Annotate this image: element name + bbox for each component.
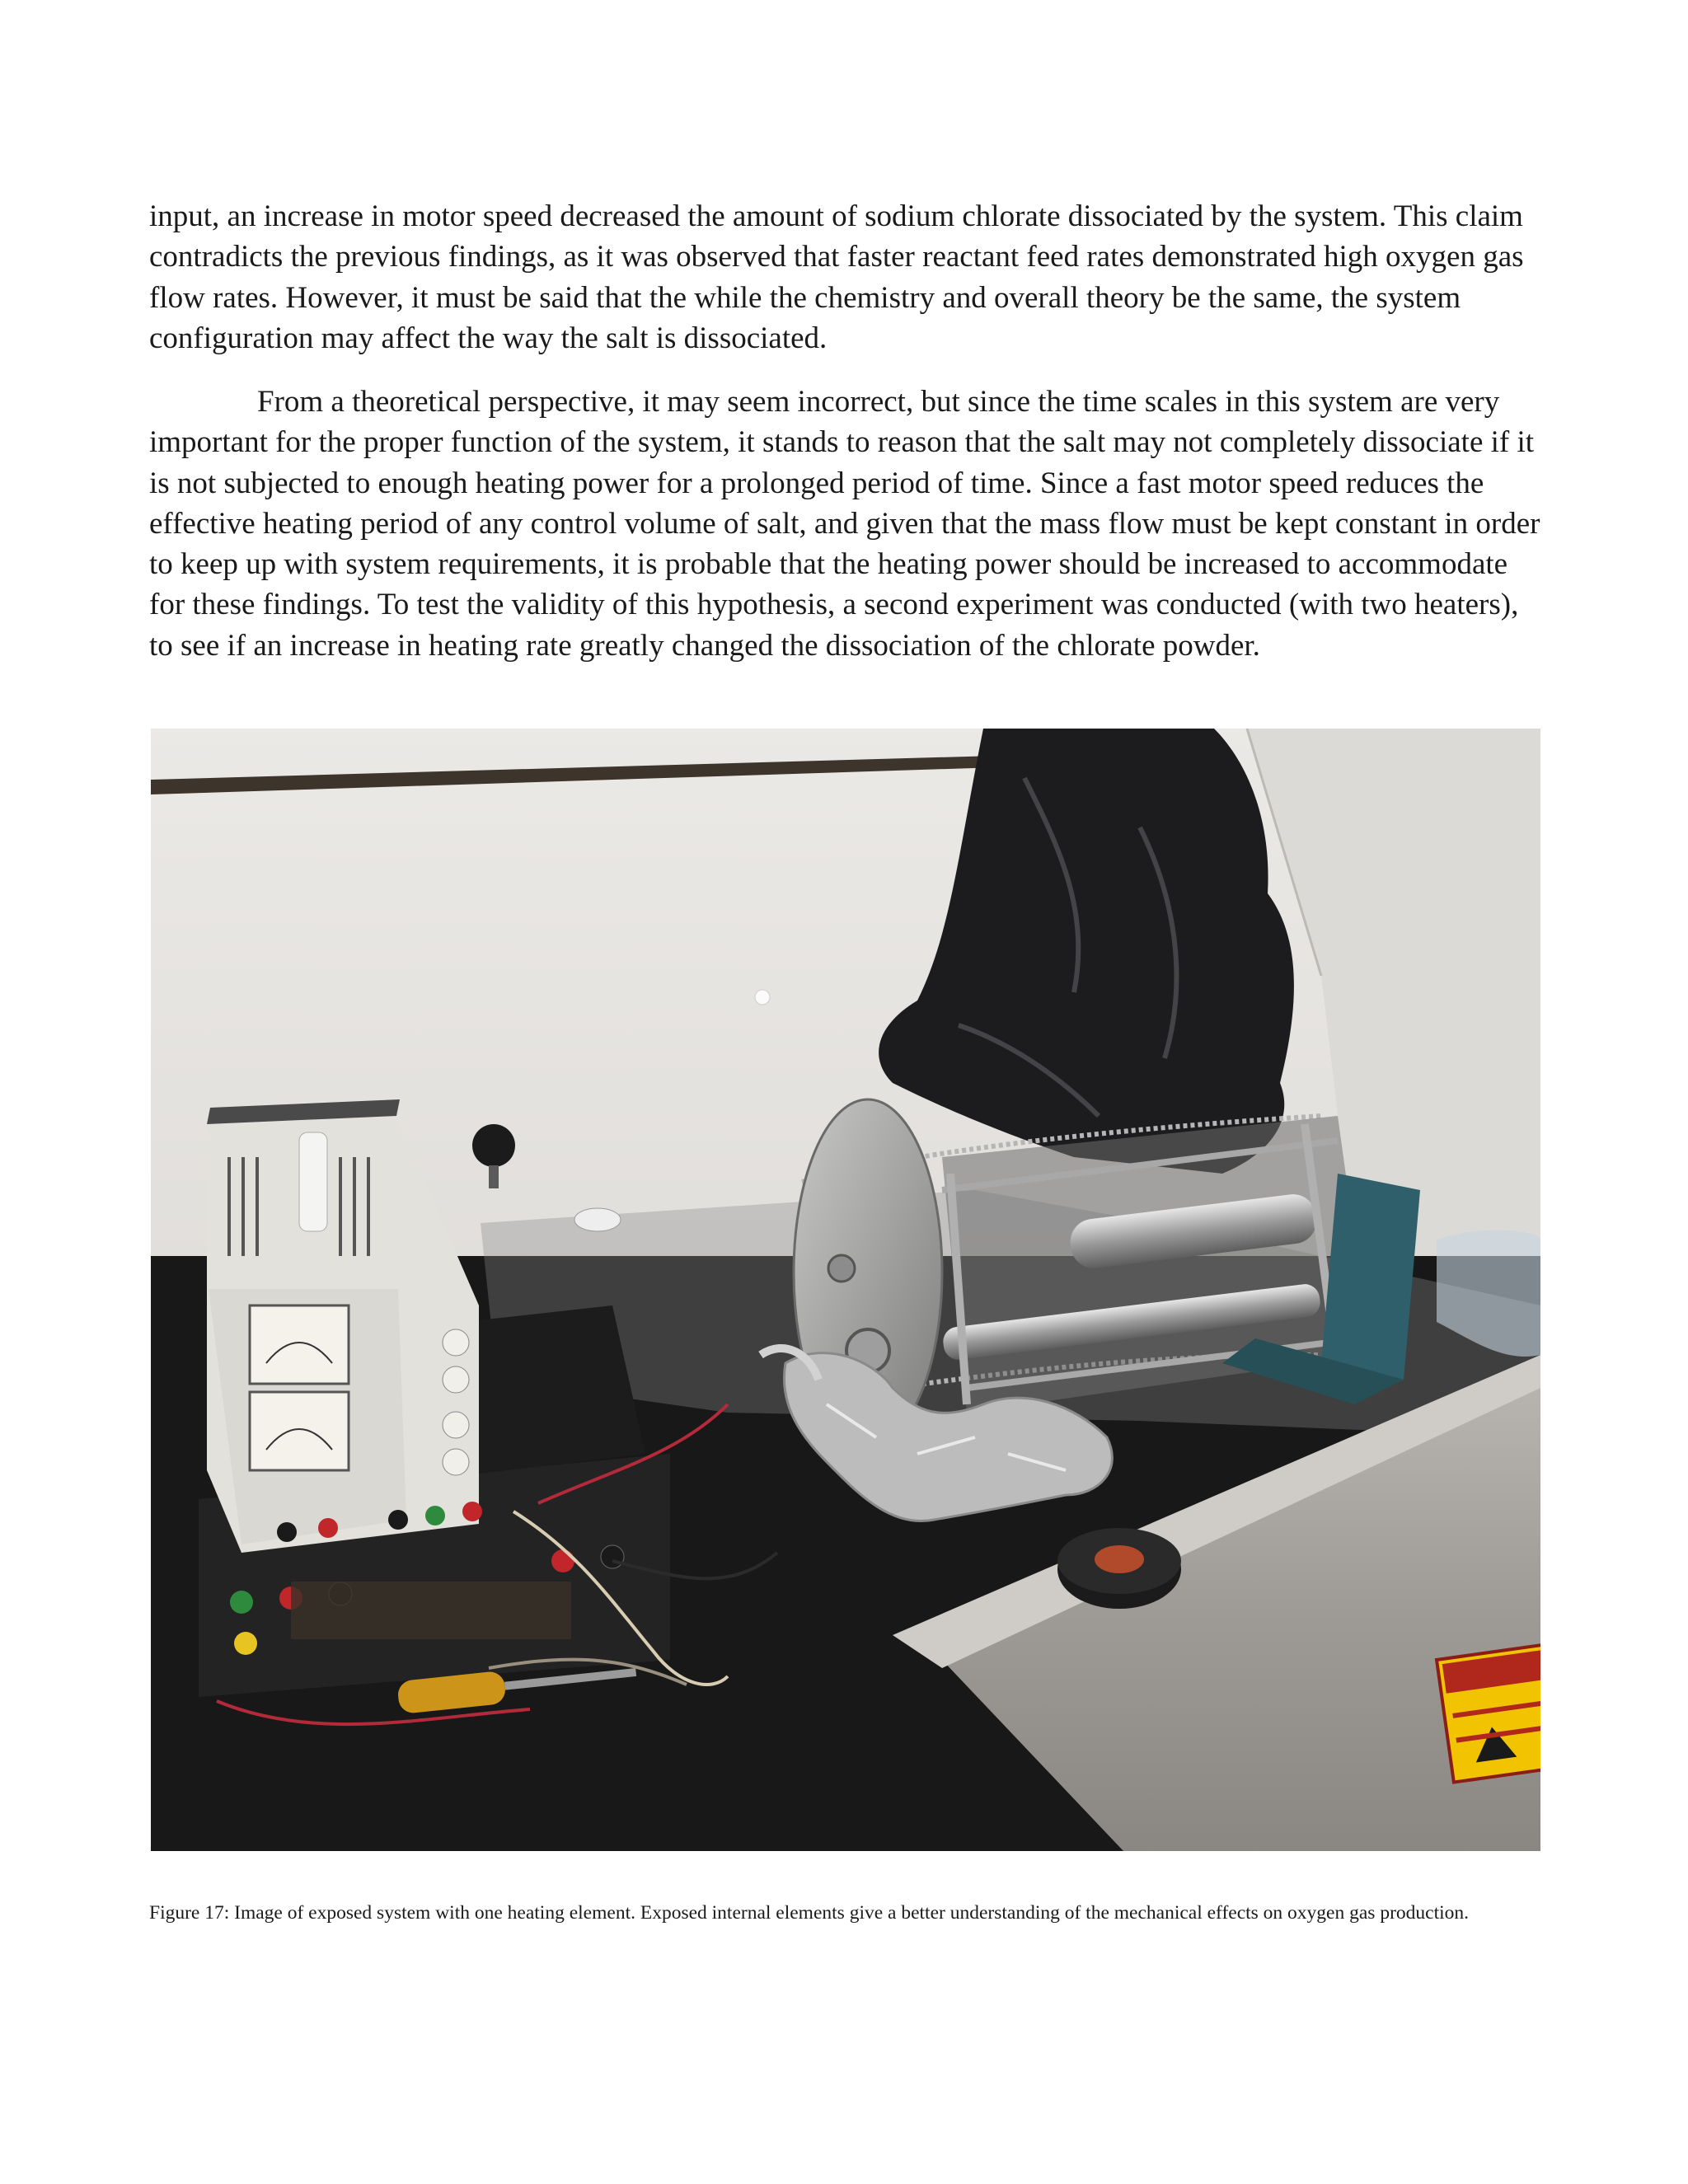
body-paragraph-1: input, an increase in motor speed decreased the amount of sodium chlorate dissociated by the system. This claim contradicts the previous findings, as it was observed that faster reactant feed rates demonstrated high oxygen gas flow rates. However, it must be said that the while the chemistry and overall theory be the same, the system configuration may affect the way the salt is dissociated. [149, 199, 1524, 355]
figure-17-photo [151, 729, 1540, 1851]
body-paragraph-2: From a theoretical perspective, it may seem incorrect, but since the time scales in this system are very important for the proper function of the system, it stands to reason that the salt may not completely dissociate if it is not subjected to enough heating power for a prolonged period of time. Since a fast motor speed reduces the effective heating period of any control volume of salt, and given that the mass flow must be kept constant in order to keep up with system requirements, it is probable that the heating power should be increased to accommodate for these findings. To test the validity of this hypothesis, a second experiment was conducted (with two heaters), to see if an increase in heating rate greatly changed the dissociation of the chlorate powder. [149, 385, 1540, 663]
figure-caption: Figure 17: Image of exposed system with one heating element. Exposed internal elements give a better understanding of the mechanical effects on oxygen gas production. [149, 1902, 1470, 1924]
